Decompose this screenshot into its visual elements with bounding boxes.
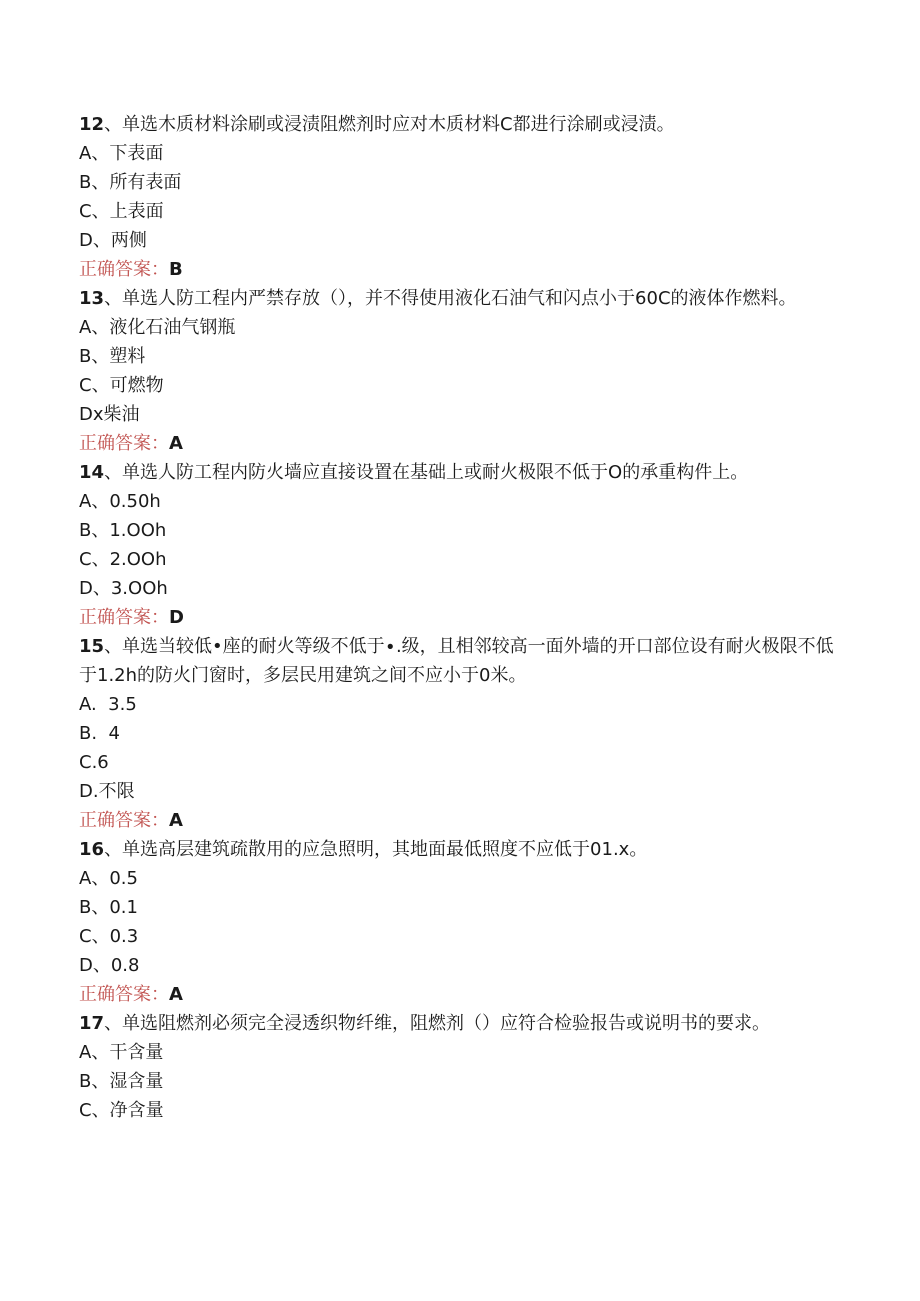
option: B、湿含量 [79,1071,164,1092]
question-14: 14、单选人防工程内防火墙应直接设置在基础上或耐火极限不低于O的承重构件上。 [79,462,749,483]
option: A、下表面 [79,143,164,164]
option: C、可燃物 [79,375,164,396]
answer-line: 正确答案：D [79,607,184,628]
option: A、干含量 [79,1042,164,1063]
option: A、0.5 [79,868,138,889]
option: C、0.3 [79,926,139,947]
answer-line: 正确答案：A [79,984,183,1005]
option: D、3.OOh [79,578,168,599]
answer-value: A [169,810,183,831]
option: D、0.8 [79,955,140,976]
question-15: 15、单选当较低•座的耐火等级不低于∙.级，且相邻较高一面外墙的开口部位设有耐火极限不低于1.2h的防火门窗时，多层民用建筑之间不应小于0米。 [79,636,834,686]
answer-value: D [169,607,184,628]
question-17: 17、单选阻燃剂必须完全浸透织物纤维，阻燃剂（）应符合检验报告或说明书的要求。 [79,1013,771,1034]
option: C、净含量 [79,1100,164,1121]
option: D、两侧 [79,230,147,251]
option: D.不限 [79,781,135,802]
answer-value: A [169,984,183,1005]
document-page [79,110,839,1125]
question-13: 13、单选人防工程内严禁存放（），并不得使用液化石油气和闪点小于60C的液体作燃料。 [79,288,797,309]
option: B、所有表面 [79,172,182,193]
option: Dx柴油 [79,404,140,425]
answer-line: 正确答案：A [79,810,183,831]
option: A、液化石油气钢瓶 [79,317,236,338]
option: B. 4 [79,723,120,744]
option: A. 3.5 [79,694,137,715]
option: A、0.50h [79,491,161,512]
question-12: 12、单选木质材料涂刷或浸渍阻燃剂时应对木质材料C都进行涂刷或浸渍。 [79,114,675,135]
option: B、塑料 [79,346,146,367]
option: C.6 [79,752,109,773]
question-16: 16、单选高层建筑疏散用的应急照明，其地面最低照度不应低于01.x。 [79,839,648,860]
option: B、1.OOh [79,520,167,541]
answer-value: A [169,433,183,454]
answer-line: 正确答案：B [79,259,183,280]
option: C、2.OOh [79,549,167,570]
answer-value: B [169,259,183,280]
answer-line: 正确答案：A [79,433,183,454]
option: C、上表面 [79,201,164,222]
option: B、0.1 [79,897,138,918]
